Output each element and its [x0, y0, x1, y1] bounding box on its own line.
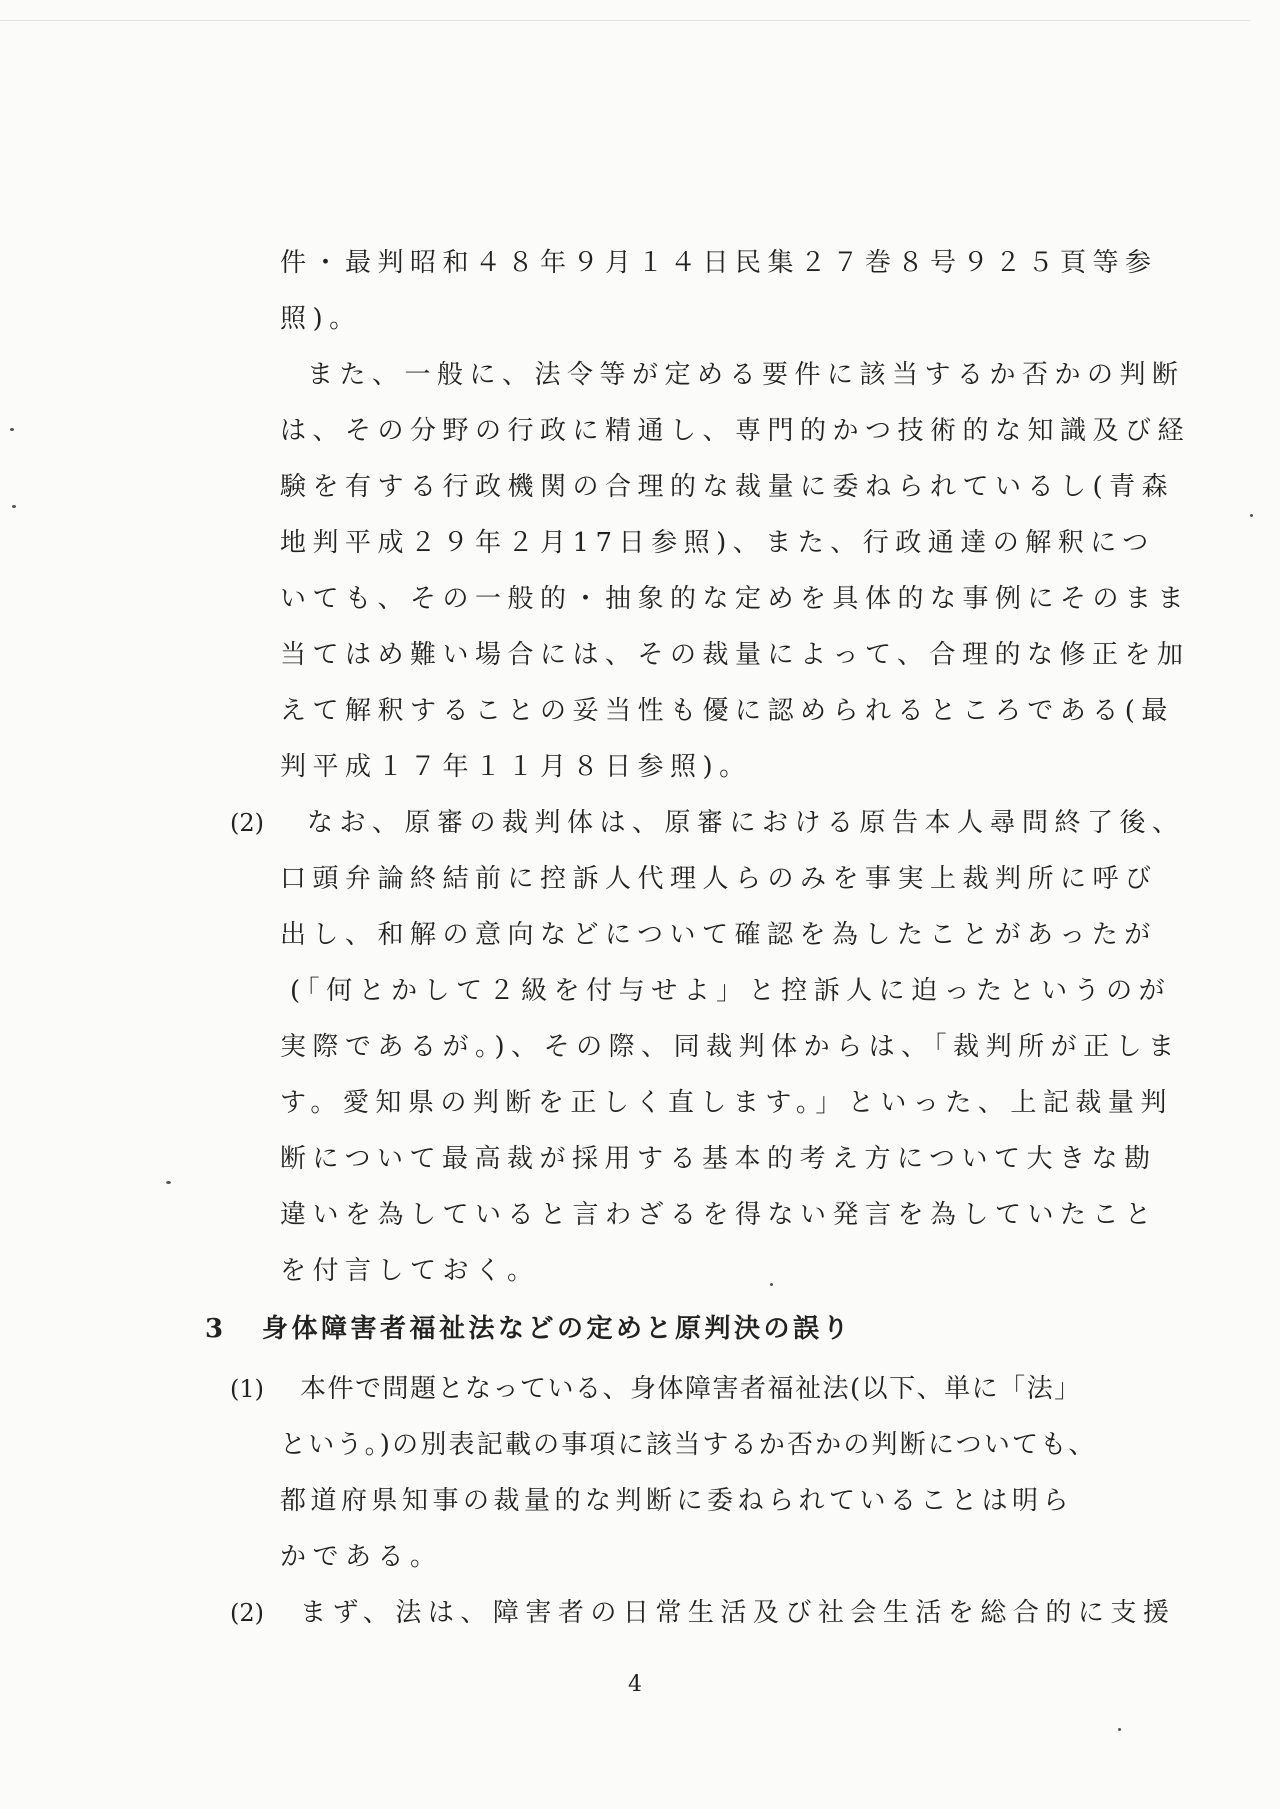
paragraph-marker: (1) [230, 1375, 264, 1403]
body-line: 地判平成２９年２月17日参照)、また、行政通達の解釈につ [280, 528, 1155, 558]
body-line: 出し、和解の意向などについて確認を為したことがあったが [280, 920, 1157, 950]
body-line: 断について最高裁が採用する基本的考え方について大きな勘 [280, 1144, 1157, 1174]
body-line: 実際であるが。)、その際、同裁判体からは、「裁判所が正しま [280, 1032, 1181, 1062]
body-line: えて解釈することの妥当性も優に認められるところである(最 [280, 696, 1174, 726]
body-line: 都道府県知事の裁量的な判断に委ねられていることは明ら [280, 1486, 1074, 1516]
top-edge-line [0, 20, 1250, 21]
body-line: (「何とかして２級を付与せよ」と控訴人に迫ったというのが [290, 976, 1172, 1006]
body-line: は、その分野の行政に精通し、専門的かつ技術的な知識及び経 [280, 416, 1191, 446]
scan-speck [166, 1181, 171, 1184]
section-number: 3 [205, 1314, 224, 1344]
scan-speck [12, 505, 16, 508]
scan-speck [1118, 1728, 1121, 1731]
body-line: という。)の別表記載の事項に該当するか否かの判断についても、 [280, 1430, 1097, 1460]
body-line: 判平成１７年１１月８日参照)。 [280, 752, 752, 782]
paragraph-marker: (2) [230, 1599, 264, 1627]
page-number: 4 [628, 1672, 642, 1697]
paragraph-marker: (2) [230, 809, 264, 837]
body-line: かである。 [280, 1542, 443, 1572]
body-line: 照)。 [280, 304, 362, 334]
body-line: 験を有する行政機関の合理的な裁量に委ねられているし(青森 [280, 472, 1175, 502]
body-line: 口頭弁論終結前に控訴人代理人らのみを事実上裁判所に呼び [280, 864, 1158, 894]
body-line: 本件で問題となっている、身体障害者福祉法(以下、単に「法」 [300, 1374, 1082, 1404]
section-heading: 身体障害者福祉法などの定めと原判決の誤り [262, 1314, 853, 1344]
body-line: また、一般に、法令等が定める要件に該当するか否かの判断 [307, 360, 1185, 390]
body-line: なお、原審の裁判体は、原審における原告本人尋問終了後、 [307, 808, 1185, 838]
body-line: 当てはめ難い場合には、その裁量によって、合理的な修正を加 [280, 640, 1190, 670]
scan-speck [1250, 514, 1253, 517]
body-line: 違いを為していると言わざるを得ない発言を為していたこと [280, 1200, 1158, 1230]
body-line: まず、法は、障害者の日常生活及び社会生活を総合的に支援 [300, 1598, 1176, 1628]
body-line: いても、その一般的・抽象的な定めを具体的な事例にそのまま [280, 584, 1191, 614]
body-line: す。愛知県の判断を正しく直します。」といった、上記裁量判 [280, 1088, 1173, 1118]
body-line: を付言しておく。 [280, 1256, 540, 1286]
scan-speck [770, 1283, 773, 1286]
body-line: 件・最判昭和４８年９月１４日民集２７巻８号９２５頁等参 [280, 248, 1158, 278]
scan-speck [10, 428, 14, 431]
